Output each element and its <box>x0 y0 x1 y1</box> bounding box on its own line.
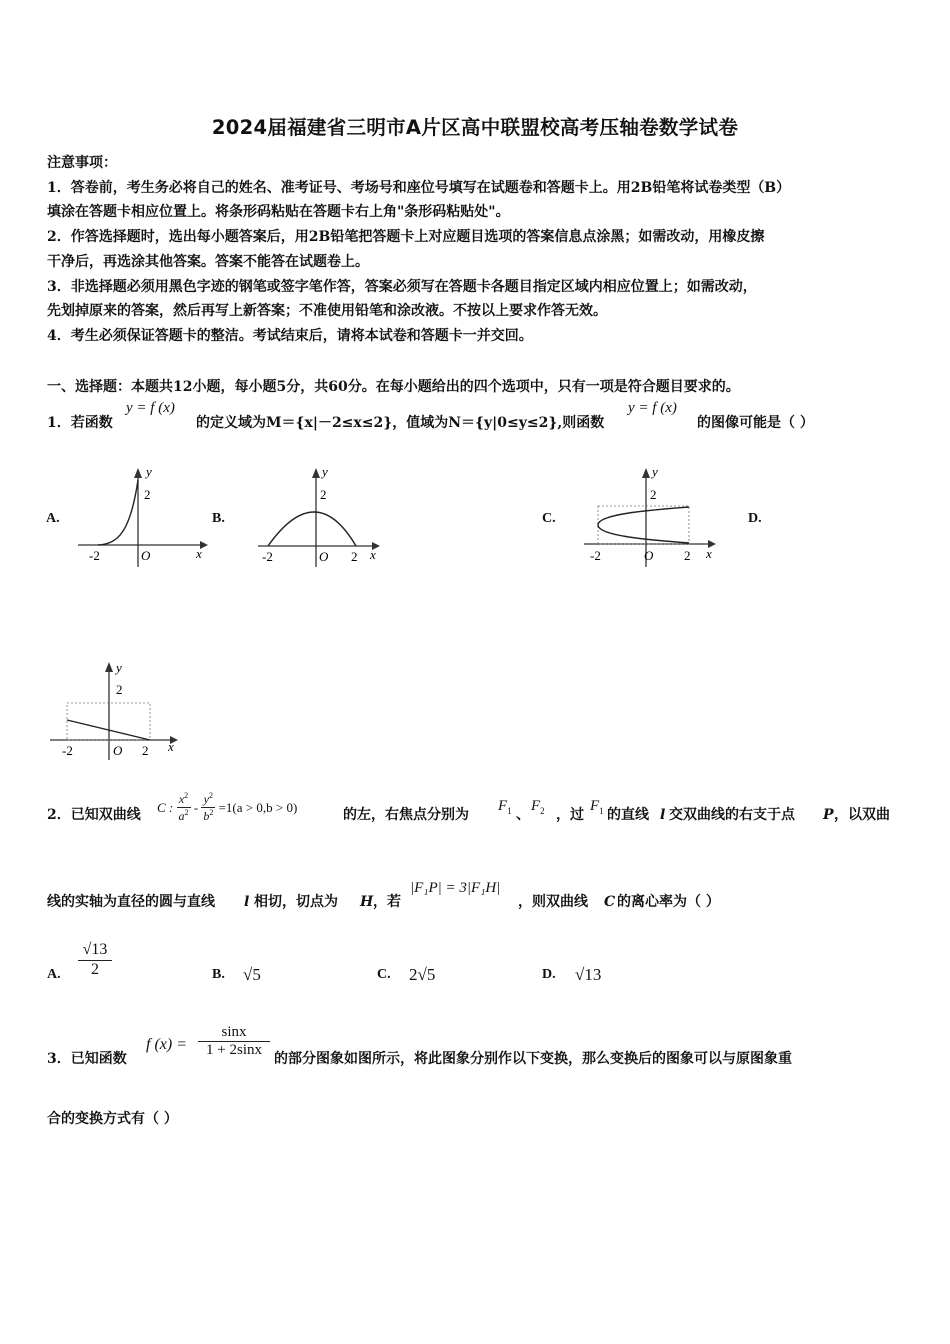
q2-p: P <box>823 807 834 823</box>
eq-y: y <box>203 792 209 806</box>
tick-2: 2 <box>116 682 123 697</box>
q2-sep: 、 <box>516 807 530 823</box>
y-label: y <box>146 464 152 479</box>
tick-2: 2 <box>320 487 327 502</box>
eq-b: b <box>203 809 210 823</box>
eq-minus: - <box>193 799 199 815</box>
y-axis-arrow-icon <box>134 468 142 478</box>
q1-graph-d <box>46 656 196 766</box>
q2-option-b-value: √5 <box>243 965 261 984</box>
q1-middle: 的定义域为M＝{x|－2≤x≤2}，值域为N＝{y|0≤y≤2},则函数 <box>196 415 605 431</box>
q1-option-c-label[interactable]: C. <box>542 511 556 526</box>
y-label: y <box>652 464 658 479</box>
tick-neg2: -2 <box>89 548 100 563</box>
q2-line2b: 相切，切点为 <box>254 894 338 910</box>
tick-neg2: -2 <box>262 549 273 564</box>
notice-line: 2．作答选择题时，选出每小题答案后，用2B铅笔把答题卡上对应题目选项的答案信息点涂黑；如需改动，用橡皮擦 <box>47 229 765 245</box>
q1-func2: y = f (x) <box>628 400 677 416</box>
q2-l2: l <box>244 894 250 910</box>
frac-num: √13 <box>78 941 112 961</box>
q2-line2e: 的离心率为（ ） <box>617 894 720 910</box>
origin-label: O <box>644 548 654 563</box>
q2-option-a-value <box>78 941 112 979</box>
origin-label: O <box>113 743 123 758</box>
y-label: y <box>322 464 328 479</box>
q2-option-c-value: 2√5 <box>409 965 436 984</box>
x-label: x <box>706 546 712 561</box>
tick-neg2: -2 <box>590 548 601 563</box>
page-title: 2024届福建省三明市A片区高中联盟校高考压轴卷数学试卷 <box>211 116 739 139</box>
eq-c: C : <box>157 799 174 815</box>
y-label: y <box>116 660 122 675</box>
curve-a <box>98 480 138 545</box>
y-axis-arrow-icon <box>642 468 650 478</box>
notice-line: 4．考生必须保证答题卡的整洁。考试结束后，请将本试卷和答题卡一并交回。 <box>47 328 533 344</box>
curve-b <box>268 512 356 546</box>
q1-func: y = f (x) <box>126 400 175 416</box>
tick-2-x: 2 <box>684 548 691 563</box>
q3-fraction <box>198 1024 270 1059</box>
eq-sup: 2 <box>209 791 213 800</box>
y-axis-arrow-icon <box>312 468 320 478</box>
notice-line: 干净后，再选涂其他答案。答案不能答在试题卷上。 <box>47 254 369 270</box>
section-heading: 一、选择题：本题共12小题，每小题5分，共60分。在每小题给出的四个选项中，只有一项是符合题目要求的。 <box>47 379 740 395</box>
x-label: x <box>168 739 174 754</box>
frac-num: sinx <box>198 1024 270 1042</box>
q2-l: l <box>660 807 666 823</box>
notice-line: 3．非选择题必须用黑色字迹的钢笔或签字笔作答，答案必须写在答题卡各题目指定区域内相应位置上；如需改动， <box>47 279 757 295</box>
tick-neg2: -2 <box>62 743 73 758</box>
q2-option-d-label[interactable]: D. <box>542 967 556 982</box>
notice-heading: 注意事项： <box>47 155 117 171</box>
q2-c: C <box>604 894 616 910</box>
eq-a: a <box>178 809 185 823</box>
q1-option-a-label[interactable]: A. <box>46 511 60 526</box>
q2-f2: $F_2$ <box>531 798 545 816</box>
tick-2: 2 <box>650 487 657 502</box>
q2-h: H <box>360 894 374 910</box>
q3-suffix: 的部分图象如图所示，将此图象分别作以下变换，那么变换后的图象可以与原图象重 <box>274 1051 792 1067</box>
q2-line2c: ，若 <box>373 894 401 910</box>
q2-option-a-label[interactable]: A. <box>47 967 61 982</box>
origin-label: O <box>319 549 329 564</box>
q2-f1b: $F_1$ <box>590 798 604 816</box>
frac-den: 2 <box>91 961 99 978</box>
q2-f1: $F_1$ <box>498 798 512 816</box>
eq-sup: 2 <box>209 808 214 817</box>
eq-x: x <box>178 792 185 806</box>
q1-graph-b <box>252 462 392 572</box>
q2-equation <box>157 791 297 824</box>
q1-option-b-label[interactable]: B. <box>212 511 225 526</box>
q2-mid3: 交双曲线的右支于点 <box>669 807 795 823</box>
q2-tail: ，以双曲 <box>834 807 890 823</box>
q1-graph-c <box>580 462 720 572</box>
q2-after-eq: 的左，右焦点分别为 <box>343 807 469 823</box>
curve-c <box>598 507 689 543</box>
notice-line: 先划掉原来的答案，然后再写上新答案；不准使用铅笔和涂改液。不按以上要求作答无效。 <box>47 303 607 319</box>
tick-2: 2 <box>144 487 151 502</box>
q3-line2: 合的变换方式有（ ） <box>47 1111 178 1127</box>
eq-frac-x <box>177 791 191 824</box>
q2-line2d: ，则双曲线 <box>518 894 588 910</box>
eq-sup: 2 <box>184 808 189 817</box>
q2-option-b-label[interactable]: B. <box>212 967 225 982</box>
q2-condition: |F₁P| = 3|F₁H| <box>410 880 501 896</box>
q2-option-d-value: √13 <box>575 965 602 984</box>
x-label: x <box>196 546 202 561</box>
q3-prefix: 3．已知函数 <box>47 1051 127 1067</box>
q3-func: f (x) = <box>146 1036 187 1053</box>
eq-rest: =1(a > 0,b > 0) <box>218 799 298 815</box>
q2-mid2: 的直线 <box>607 807 649 823</box>
tick-2-x: 2 <box>351 549 358 564</box>
frac-den: 1 + 2sinx <box>206 1042 262 1058</box>
q1-graph-a <box>72 462 212 572</box>
notice-line: 1．答卷前，考生务必将自己的姓名、准考证号、考场号和座位号填写在试题卷和答题卡上。用2B铅笔将试卷类型（B） <box>47 180 791 196</box>
y-axis-arrow-icon <box>105 662 113 672</box>
q2-mid: ，过 <box>556 807 584 823</box>
eq-frac-y <box>201 791 215 824</box>
eq-sup: 2 <box>184 791 189 800</box>
tick-2-x: 2 <box>142 743 149 758</box>
x-label: x <box>370 547 376 562</box>
q2-option-c-label[interactable]: C. <box>377 967 391 982</box>
origin-label: O <box>141 548 151 563</box>
q2-prefix: 2．已知双曲线 <box>47 807 141 823</box>
notice-line: 填涂在答题卡相应位置上。将条形码粘贴在答题卡右上角"条形码粘贴处"。 <box>47 204 510 220</box>
q1-suffix: 的图像可能是（ ） <box>697 415 814 431</box>
q1-prefix: 1．若函数 <box>47 415 113 431</box>
q1-option-d-label[interactable]: D. <box>748 511 762 526</box>
q2-line2a: 线的实轴为直径的圆与直线 <box>47 894 215 910</box>
